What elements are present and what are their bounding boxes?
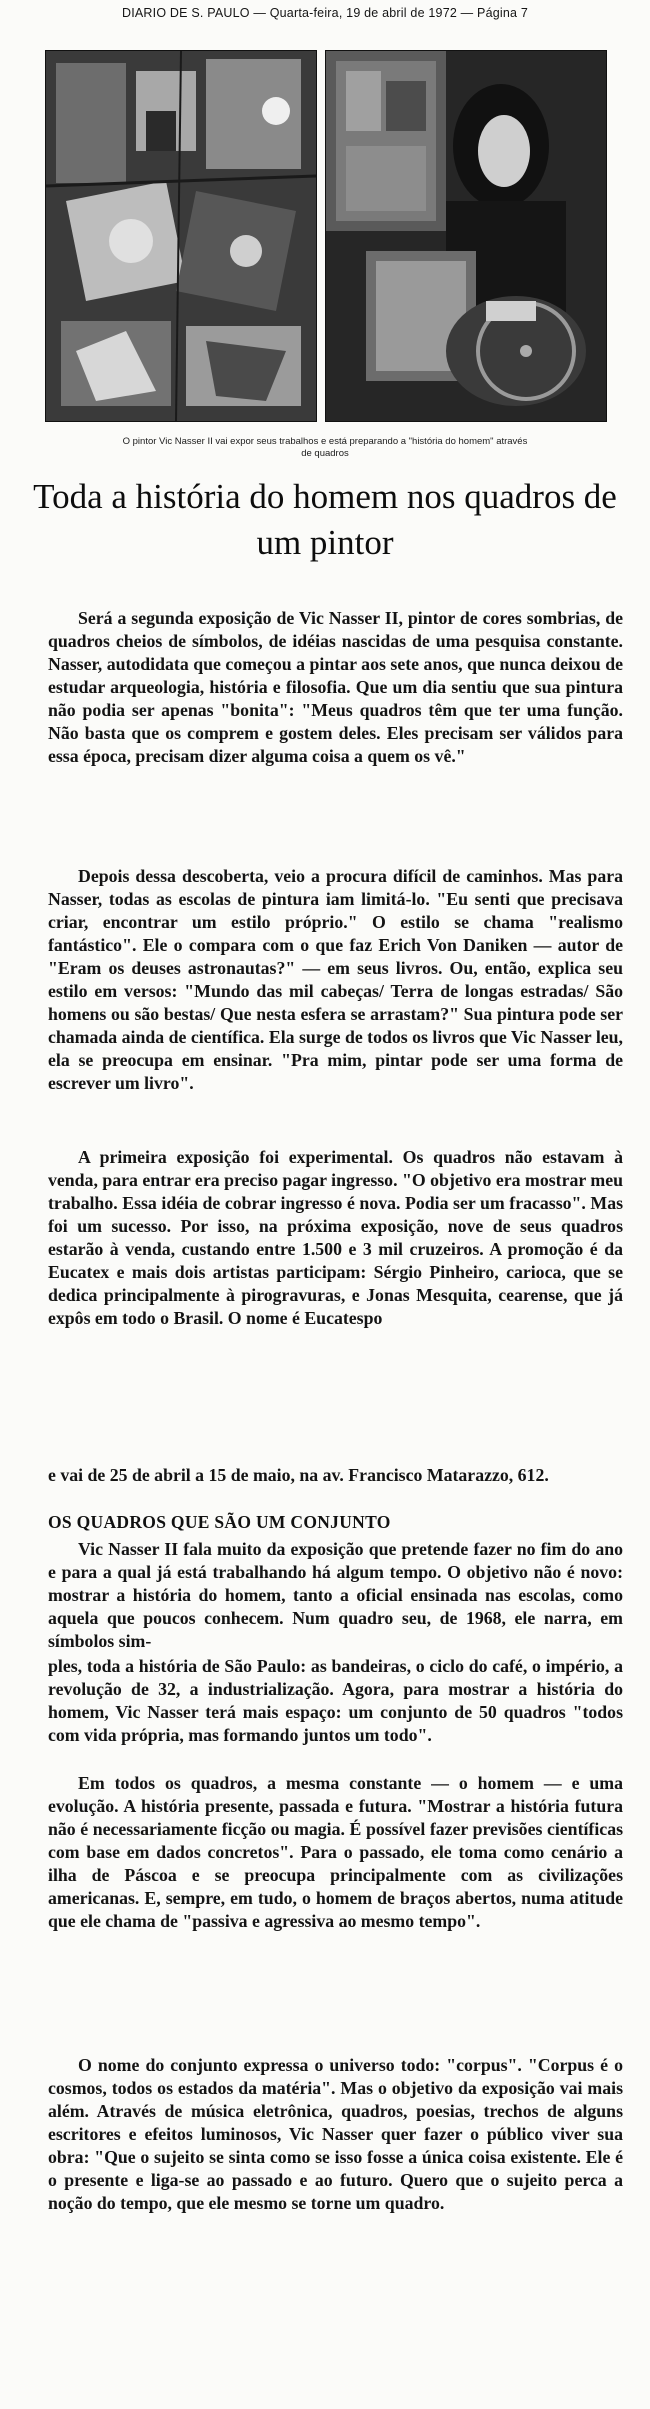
article-paragraph: A primeira exposição foi experimental. Os quadros não estavam à venda, para entrar era preciso pagar ingresso. "O objetivo era mostrar meu trabalho. Essa idéia de cobrar ingresso é nova. Podia ser um fracasso". Mas foi um sucesso. Por isso, na próxima exposição, nove de seus quadros estarão à venda, custando entre 1.500 e 3 mil cruzeiros. A promoção é da Eucatex e mais dois artistas participam: Sérgio Pinheiro, carioca, que se dedica principalmente à pirogravuras, e Jonas Mesquita, cearense, que já expôs em todo o Brasil. O nome é Eucatespo: [48, 1147, 623, 1328]
article-paragraph: O nome do conjunto expressa o universo todo: "corpus". "Corpus é o cosmos, todos os estados da matéria". Mas o objetivo da exposição vai mais além. Através de música eletrônica, quadros, poesias, trechos de alguns escritores e efeitos luminosos, Vic Nasser quer fazer o público viver sua obra: "Que o sujeito se sinta como se isso fosse a única coisa existente. Ele é o presente e liga-se ao passado e ao futuro. Quero que o sujeito perca a noção do tempo, que ele mesmo se torne um quadro.: [48, 2055, 623, 2213]
article-paragraph: Depois dessa descoberta, veio a procura difícil de caminhos. Mas para Nasser, todas as escolas de pintura iam limitá-lo. "Eu senti que precisava criar, encontrar um estilo próprio." O estilo se chama "realismo fantástico". Ele o compara com o que faz Erich Von Daniken — autor de "Eram os deuses astronautas?" — em seus livros. Ou, então, explica seu estilo em versos: "Mundo das mil cabeças/ Terra de longas estradas/ São homens ou são bestas/ Que nesta esfera se arrastam?" Sua pintura pode ser chamada ainda de científica. Ela surge de todos os livros que Vic Nasser leu, ela se preocupa em ensinar. "Pra mim, pintar pode ser uma forma de escrever um livro".: [48, 866, 623, 1093]
photo-pair: [45, 50, 605, 430]
article-paragraph: ples, toda a história de São Paulo: as bandeiras, o ciclo do café, o império, a revolução de 32, a industrialização. Agora, para mostrar a história do homem, Vic Nasser terá mais espaço: um conjunto de 50 quadros "todos com vida própria, mas formando juntos um todo".: [48, 1656, 623, 1745]
article-paragraph: Vic Nasser II fala muito da exposição que pretende fazer no fim do ano e para a qual já está trabalhando há algum tempo. O objetivo não é novo: mostrar a história do homem, tanto a oficial ensinada nas escolas, como aquela que poucos conhecem. Num quadro seu, de 1968, ele narra, em símbolos sim-: [48, 1539, 623, 1651]
article-headline: Toda a história do homem nos quadros de um pintor: [33, 477, 617, 562]
photo-caption: O pintor Vic Nasser II vai expor seus trabalhos e está preparando a "história do homem" através de quadros: [122, 436, 528, 459]
article-paragraph: Em todos os quadros, a mesma constante — o homem — e uma evolução. A história presente, passada e futura. "Mostrar a história futura não é necessariamente ficção ou magia. É possível fazer previsões científicas com base em dados concretos". Para o passado, ele toma como cenário a ilha de Páscoa e se preocupa principalmente com as civilizações americanas. E, sempre, em tudo, o homem de braços abertos, numa atitude que ele chama de "passiva e agressiva ao mesmo tempo".: [48, 1773, 623, 1931]
painter-image: [326, 51, 606, 421]
painting-photo: [45, 50, 317, 422]
section-subhead: OS QUADROS QUE SÃO UM CONJUNTO: [48, 1512, 391, 1532]
painting-image: [46, 51, 316, 421]
article-paragraph: e vai de 25 de abril a 15 de maio, na av. Francisco Matarazzo, 612.: [48, 1465, 549, 1485]
newspaper-masthead: DIARIO DE S. PAULO — Quarta-feira, 19 de abril de 1972 — Página 7: [121, 6, 528, 20]
article-paragraph: Será a segunda exposição de Vic Nasser II, pintor de cores sombrias, de quadros cheios de símbolos, de idéias nascidas de uma pesquisa constante. Nasser, autodidata que começou a pintar aos sete anos, que nunca deixou de estudar arqueologia, história e filosofia. Que um dia sentiu que sua pintura não podia ser apenas "bonita": "Meus quadros têm que ter uma função. Não basta que os comprem e gostem deles. Eles precisam ser válidos para essa época, precisam dizer alguma coisa a quem os vê.": [48, 608, 623, 766]
painter-photo: [325, 50, 607, 422]
